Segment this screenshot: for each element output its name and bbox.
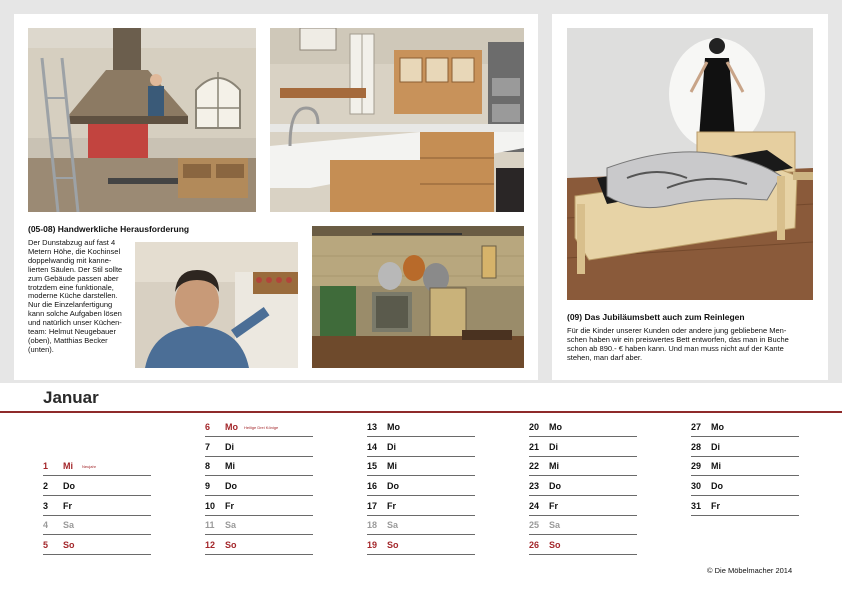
day-number: 1 — [43, 461, 49, 471]
day-number: 12 — [205, 540, 216, 550]
day-number: 16 — [367, 481, 378, 491]
weekday-name: Do — [549, 481, 561, 491]
left-caption-line: lierten Säulen. Der Stil sollte — [28, 264, 123, 274]
left-caption-line: zum Gebäude passen aber — [28, 273, 119, 283]
left-caption-line: kann solche Aufgaben lösen — [28, 309, 122, 319]
weekday-name: Mi — [711, 461, 721, 471]
left-caption-line: trotzdem eine funktionale, — [28, 282, 114, 292]
weekday-name: Mo — [711, 422, 724, 432]
weekday-name: Mi — [225, 461, 235, 471]
calendar-day-21 — [529, 442, 637, 457]
holiday-note: Heilige Drei Könige — [244, 425, 279, 430]
weekday-name: Do — [63, 481, 75, 491]
weekday-name: Mo — [225, 422, 238, 432]
right-caption-title: (09) Das Jubiläumsbett auch zum Reinlegen — [567, 312, 745, 322]
weekday-name: Sa — [63, 520, 75, 530]
month-title: Januar — [43, 388, 99, 407]
right-caption-line: stehen, man darf aber. — [567, 352, 643, 362]
left-caption-line: doppelwandig mit kanne- — [28, 255, 112, 265]
right-caption-line: Für die Kinder unserer Kunden oder andere jung gebliebene Men- — [567, 326, 787, 335]
calendar-day-28 — [691, 442, 799, 457]
calendar-day-1 — [43, 461, 151, 476]
weekday-name: Di — [549, 442, 558, 452]
weekday-name: Di — [387, 442, 396, 452]
jubilee-bed-photo — [567, 28, 813, 300]
calendar-day-23 — [529, 481, 637, 496]
day-number: 19 — [367, 540, 378, 550]
day-number: 27 — [691, 422, 702, 432]
weekday-name: So — [63, 540, 75, 550]
calendar-day-24 — [529, 501, 637, 516]
calendar-day-3 — [43, 501, 151, 516]
day-number: 14 — [367, 442, 378, 452]
kitchen-hood-installation-photo — [28, 28, 256, 212]
weekday-name: Fr — [387, 501, 396, 511]
day-number: 9 — [205, 481, 211, 491]
calendar-day-19 — [367, 540, 475, 555]
weekday-name: Mi — [63, 461, 73, 471]
calendar-day-25 — [529, 520, 637, 535]
calendar-day-7 — [205, 442, 313, 457]
left-caption-line: team: Helmut Neugebauer — [28, 327, 116, 337]
left-caption-line: Nur die Einzelanfertigung — [28, 300, 113, 310]
weekday-name: Mi — [549, 461, 559, 471]
calendar-day-12 — [205, 540, 313, 555]
day-number: 23 — [529, 481, 540, 491]
day-number: 29 — [691, 461, 702, 471]
day-number: 13 — [367, 422, 378, 432]
day-number: 21 — [529, 442, 540, 452]
left-caption-line: (oben), Matthias Becker — [28, 335, 108, 345]
calendar-day-13 — [367, 422, 475, 437]
weekday-name: So — [387, 540, 399, 550]
calendar-day-9 — [205, 481, 313, 496]
weekday-name: So — [225, 540, 237, 550]
day-number: 11 — [205, 520, 215, 530]
calendar-divider — [0, 411, 842, 413]
calendar-day-11 — [205, 520, 313, 535]
weekday-name: Sa — [225, 520, 237, 530]
right-photo-panel — [552, 14, 828, 380]
calendar-day-5 — [43, 540, 151, 555]
calendar-day-31 — [691, 501, 799, 516]
left-caption-line: moderne Küche darstellen. — [28, 291, 118, 301]
weekday-name: Do — [225, 481, 237, 491]
calendar-day-14 — [367, 442, 475, 457]
calendar-day-16 — [367, 481, 475, 496]
calendar-day-8 — [205, 461, 313, 476]
day-number: 8 — [205, 461, 211, 471]
weekday-name: Mo — [387, 422, 400, 432]
craftsman-portrait-photo — [135, 242, 298, 368]
weekday-name: Sa — [387, 520, 399, 530]
finished-kitchen-photo — [270, 28, 524, 212]
calendar-day-20 — [529, 422, 637, 437]
day-number: 4 — [43, 520, 49, 530]
day-number: 28 — [691, 442, 702, 452]
calendar-day-18 — [367, 520, 475, 535]
day-number: 3 — [43, 501, 49, 511]
weekday-name: Mo — [549, 422, 562, 432]
calendar-day-15 — [367, 461, 475, 476]
calendar-day-22 — [529, 461, 637, 476]
weekday-name: Do — [387, 481, 399, 491]
weekday-name: Fr — [711, 501, 720, 511]
day-number: 26 — [529, 540, 540, 550]
day-number: 20 — [529, 422, 540, 432]
calendar-day-2 — [43, 481, 151, 496]
left-caption-title: (05-08) Handwerkliche Herausforderung — [28, 224, 190, 234]
weekday-name: Fr — [225, 501, 234, 511]
calendar-day-6 — [205, 422, 313, 437]
weekday-name: Mi — [387, 461, 397, 471]
day-number: 7 — [205, 442, 211, 452]
calendar-day-27 — [691, 422, 799, 437]
left-caption-body — [28, 239, 132, 355]
calendar-day-30 — [691, 481, 799, 496]
left-caption-line: (unten). — [28, 344, 54, 354]
day-number: 17 — [367, 501, 378, 511]
day-number: 18 — [367, 520, 378, 530]
day-number: 31 — [691, 501, 702, 511]
weekday-name: Di — [711, 442, 720, 452]
calendar-day-10 — [205, 501, 313, 516]
weekday-name: Fr — [549, 501, 558, 511]
holiday-note: Neujahr — [82, 464, 97, 469]
weekday-name: Di — [225, 442, 234, 452]
right-caption-line: schen haben wir ein preiswertes Bett entworfen, das man in Buche — [567, 334, 789, 344]
day-number: 25 — [529, 520, 540, 530]
calendar-day-17 — [367, 501, 475, 516]
weekday-name: So — [549, 540, 561, 550]
weekday-name: Fr — [63, 501, 72, 511]
day-number: 2 — [43, 481, 49, 491]
day-number: 24 — [529, 501, 540, 511]
left-caption-line: Metern Höhe, die Kochinsel — [28, 246, 121, 256]
day-number: 22 — [529, 461, 540, 471]
calendar-day-29 — [691, 461, 799, 476]
weekday-name: Do — [711, 481, 723, 491]
left-caption-line: Der Dunstabzug auf fast 4 — [28, 238, 116, 247]
day-number: 10 — [205, 501, 216, 511]
weekday-name: Sa — [549, 520, 561, 530]
kitchen-pots-rack-photo — [312, 226, 524, 368]
right-caption-line: schon ab 890.- € haben kann. Und man muss nicht auf der Kante — [567, 343, 784, 353]
day-number: 5 — [43, 540, 49, 550]
left-photo-panel — [14, 14, 538, 380]
left-caption-line: und natürlich unser Küchen- — [28, 318, 122, 328]
day-number: 6 — [205, 422, 211, 432]
right-caption-body — [567, 327, 817, 363]
calendar-day-26 — [529, 540, 637, 555]
day-number: 30 — [691, 481, 702, 491]
copyright-notice: © Die Möbelmacher 2014 — [707, 566, 793, 575]
calendar-day-4 — [43, 520, 151, 535]
day-number: 15 — [367, 461, 378, 471]
